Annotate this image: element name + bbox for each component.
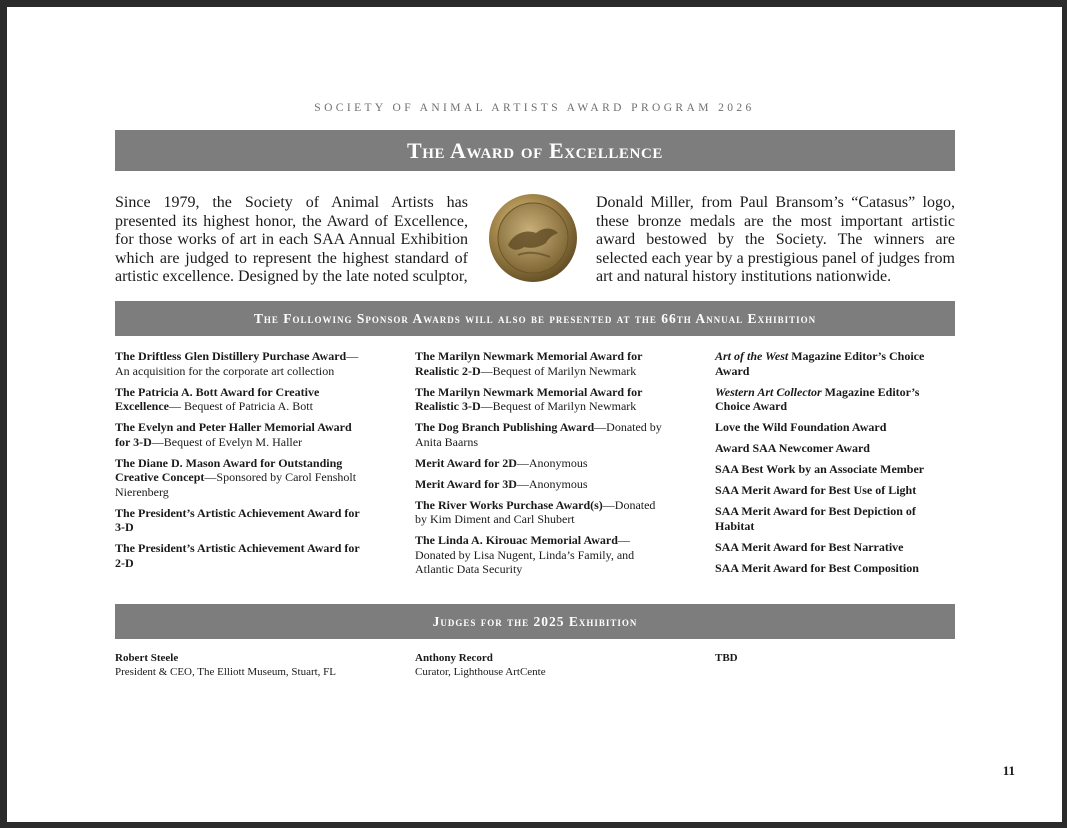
list-item: Love the Wild Foundation Award (715, 420, 887, 434)
list-item: The Evelyn and Peter Haller Memorial Award for 3-D—Bequest of Evelyn M. Haller (115, 420, 352, 449)
page-number: 11 (1002, 763, 1015, 778)
document-page (7, 7, 1062, 822)
judge-title: Curator, Lighthouse ArtCente (415, 665, 546, 678)
awards-column-2 (415, 349, 665, 583)
list-item: The Diane D. Mason Award for Outstanding Creative Concept—Sponsored by Carol Fensholt Nierenberg (115, 455, 357, 499)
list-item: SAA Merit Award for Best Depiction of Habitat (715, 504, 916, 533)
sponsor-awards-banner: The Following Sponsor Awards will also be presented at the 66th Annual Exhibition (115, 301, 955, 336)
awards-column-1 (115, 349, 365, 577)
list-item: The Marilyn Newmark Memorial Award for Realistic 2-D—Bequest of Marilyn Newmark (415, 349, 643, 378)
intro-text-left: Since 1979, the Society of Animal Artists has presented its highest honor, the Award of Excellence, for those works of art in each SAA Annual Exhibition which are judged to represent the highest standard of artistic excellence. Designed by the late noted sculptor, (115, 194, 468, 285)
list-item: Western Art Collector Magazine Editor’s Choice Award (715, 384, 920, 413)
judge-name: TBD (715, 652, 738, 664)
judge-entry (715, 652, 915, 666)
list-item: The Linda A. Kirouac Memorial Award—Donated by Lisa Nugent, Linda’s Family, and Atlantic Data Security (415, 533, 635, 576)
list-item: SAA Merit Award for Best Narrative (715, 539, 904, 554)
award-of-excellence-banner: The Award of Excellence (115, 130, 955, 171)
intro-text-right: Donald Miller, from Paul Bransom’s “Catasus” logo, these bronze medals are the most important artistic award bestowed by the Society. The winners are selected each year by a prestigious panel of judges from art and natural history institutions nationwide. (596, 194, 955, 285)
judge-entry (115, 652, 395, 679)
list-item: Art of the West Magazine Editor’s Choice Award (715, 349, 925, 378)
judge-name: Anthony Record (415, 652, 493, 664)
bronze-medal-icon (488, 193, 578, 283)
list-item: SAA Merit Award for Best Composition (715, 560, 919, 575)
awards-column-3 (715, 349, 955, 582)
judge-title: President & CEO, The Elliott Museum, Stuart, FL (115, 665, 337, 678)
list-item: The Patricia A. Bott Award for Creative Excellence— Bequest of Patricia A. Bott (115, 384, 320, 413)
list-item: The Dog Branch Publishing Award—Donated by Anita Baarns (415, 420, 662, 449)
list-item: The President’s Artistic Achievement Award for 3-D (115, 505, 360, 534)
judges-banner: Judges for the 2025 Exhibition (115, 604, 955, 639)
list-item: The Driftless Glen Distillery Purchase Award—An acquisition for the corporate art collection (115, 349, 359, 378)
list-item: SAA Merit Award for Best Use of Light (715, 483, 917, 497)
list-item: Award SAA Newcomer Award (715, 441, 870, 455)
list-item: Merit Award for 3D—Anonymous (415, 476, 588, 491)
list-item: The Marilyn Newmark Memorial Award for Realistic 3-D—Bequest of Marilyn Newmark (415, 384, 643, 413)
list-item: SAA Best Work by an Associate Member (715, 462, 925, 476)
list-item: The President’s Artistic Achievement Award for 2-D (115, 541, 360, 570)
list-item: Merit Award for 2D—Anonymous (415, 455, 588, 470)
judge-entry (415, 652, 695, 679)
running-head: SOCIETY OF ANIMAL ARTISTS AWARD PROGRAM 2026 (314, 102, 755, 114)
judge-name: Robert Steele (115, 652, 179, 664)
list-item: The River Works Purchase Award(s)—Donated by Kim Diment and Carl Shubert (415, 497, 656, 526)
